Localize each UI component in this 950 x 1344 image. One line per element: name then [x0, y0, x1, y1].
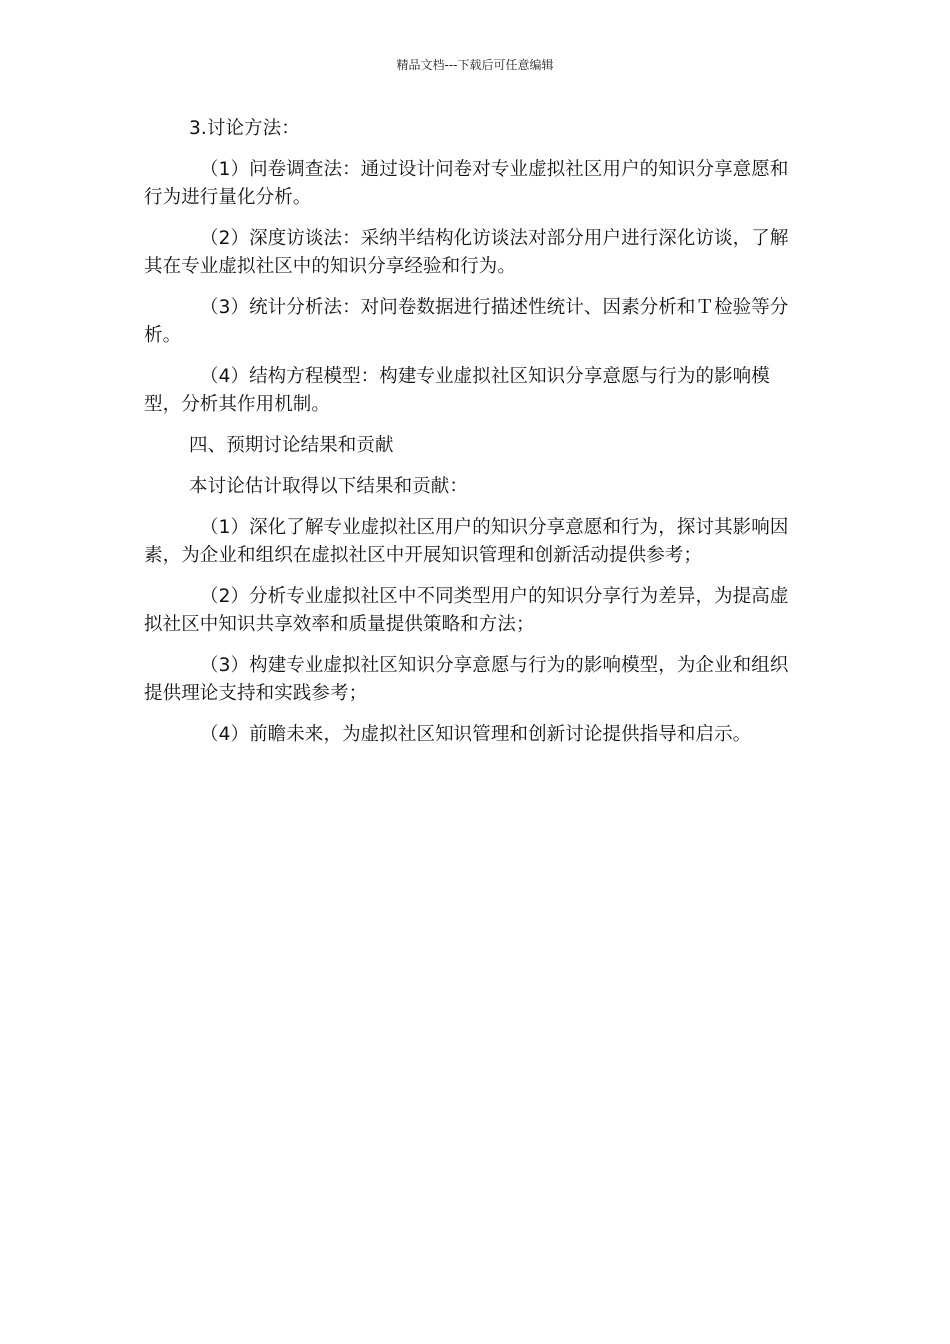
paragraph-interview-method: （2）深度访谈法：采纳半结构化访谈法对部分用户进行深化访谈，了解其在专业虚拟社区中的知识分享经验和行为。: [144, 228, 789, 277]
paragraph-results-intro: 本讨论估计取得以下结果和贡献：: [189, 476, 469, 497]
paragraph-statistical-method: （3）统计分析法：对问卷数据进行描述性统计、因素分析和Ｔ检验等分析。: [144, 297, 789, 346]
section-heading-methods: 3.讨论方法：: [189, 118, 300, 139]
paragraph-questionnaire-method: （1）问卷调查法：通过设计问卷对专业虚拟社区用户的知识分享意愿和行为进行量化分析。: [144, 159, 789, 208]
paragraph-result-2: （2）分析专业虚拟社区中不同类型用户的知识分享行为差异，为提高虚拟社区中知识共享效率和质量提供策略和方法；: [144, 586, 789, 635]
paragraph-result-4: （4）前瞻未来，为虚拟社区知识管理和创新讨论提供指导和启示。: [200, 724, 752, 745]
paragraph-result-3: （3）构建专业虚拟社区知识分享意愿与行为的影响模型，为企业和组织提供理论支持和实践参考；: [144, 655, 789, 704]
section-heading-expected-results: 四、预期讨论结果和贡献: [189, 435, 394, 456]
page-header: 精品文档---下载后可任意编辑: [396, 58, 554, 72]
document-body: [144, 115, 806, 762]
paragraph-sem-method: （4）结构方程模型：构建专业虚拟社区知识分享意愿与行为的影响模型，分析其作用机制。: [144, 366, 770, 415]
paragraph-result-1: （1）深化了解专业虚拟社区用户的知识分享意愿和行为，探讨其影响因素，为企业和组织在虚拟社区中开展知识管理和创新活动提供参考；: [144, 517, 789, 566]
